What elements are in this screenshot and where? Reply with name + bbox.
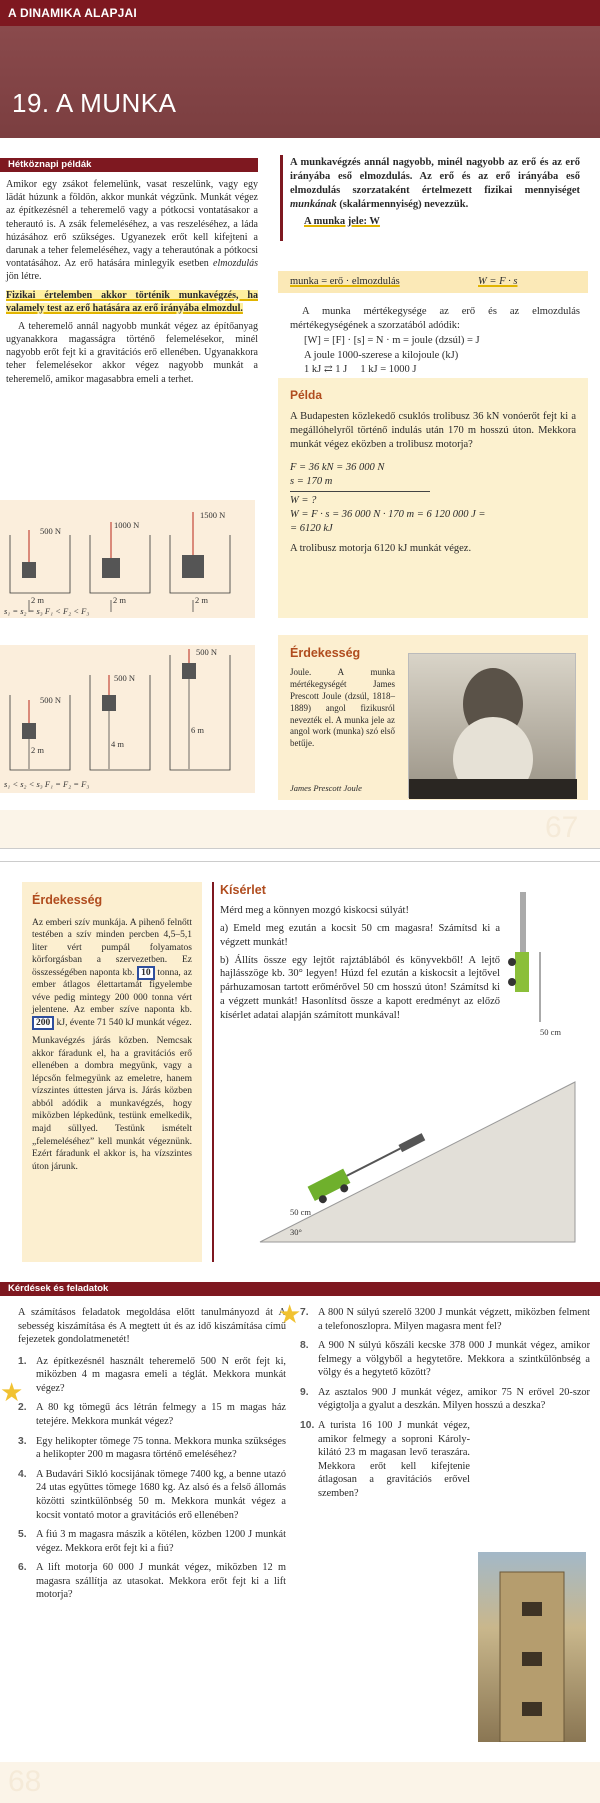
force-label-2: 1000 N — [114, 520, 140, 530]
definition-paragraph: A munkavégzés annál nagyobb, minél nagyobb az erő és az erő irányába eső elmozdulás. Az erő és az erő irányába eső elmozdulás szorzataként értelmezett fizikai mennyiséget munkának (skalármennyiség) nevezzük. — [290, 157, 580, 210]
equation-words: munka = erő · elmozdulás — [290, 276, 400, 287]
page-gap — [0, 848, 600, 862]
experiment-section — [220, 882, 590, 1262]
diagram-height-comparison — [0, 645, 255, 793]
task-3: 3. Egy helikopter tömege 75 tonna. Mekkora munka szükséges a helikopter 200 m magasra történő emeléséhez? — [18, 1435, 286, 1461]
trivia-text: Joule. A munka mértékegységét James Prescott Joule (dzsúl, 1818–1889) angol fizikusról nevezték el. A munka jele az angol work (munka) szó első betűje. — [290, 667, 395, 749]
diagram-2-svg — [0, 645, 255, 793]
height-label-2: 2 m — [113, 595, 126, 605]
force-label-1: 500 N — [40, 526, 62, 536]
tower-svg — [478, 1552, 586, 1742]
unit-text: A munka mértékegysége az erő és az elmozdulás mértékegységének a szorzatából adódik: — [290, 306, 580, 331]
everyday-paragraph-2: A teheremelő annál nagyobb munkát végez az építőanyag ugyanakkora magasságra történő felemelésekor, minél nagyobb erőt fejt ki a gravitációs erő ellenében. Ugyanakkora teher felemelésekor akkor végez nagyobb munkát a teheremelő, amikor magasabbra emeli a terhet. — [6, 320, 258, 385]
equation-strip — [278, 271, 588, 293]
symbol-line: A munka jele: W — [304, 216, 380, 228]
example-step-1: F = 36 kN = 36 000 N — [290, 462, 385, 474]
trivia-title: Érdekesség — [290, 646, 361, 660]
height-label-4: 2 m — [31, 745, 44, 755]
task-list-right — [300, 1306, 590, 1501]
experiment-b: b) Állíts össze egy lejtőt rajztáblából és könyvekből! A lejtő hajlásszöge kb. 30° legyen! Húzd fel ezután a kiskocsit a lejtővel párhuzamosan tartott erőmérővel 50 cm hosszú úton! Számítsd ki a végzett munkát! Hasonlítsd össze a kapott eredményt az előző kísérlet adatai alapján számított munkával! — [220, 954, 500, 1022]
definition-highlight: Fizikai értelemben akkor történik munkavégzés, ha valamely test az erő hatására az erő irányába elmozdul. — [6, 289, 258, 314]
equation-formula: W = F · s — [478, 276, 518, 287]
joule-portrait — [408, 653, 576, 798]
tasks-left-column — [18, 1306, 286, 1608]
everyday-paragraph-1: Amikor egy zsákot felemelünk, vasat reszelünk, vagy egy lädát húzunk a földön, akkor munkát végzünk. Munkát végez az építkezésnél a teheremelő vagy a pótkocsi vontatásakor a teherautó is. A zsák felemeléséhez, a vas reszeléséhez, a láda húzásához erő szükséges. Ugyanezek erőt kell kifejteni a darunak a teher felemeléséhez, vagy a teherautónak a pótkocsi vontatásához. Az erő hatására minlegyik esetben elmozdulás jön létre. — [6, 179, 258, 283]
experiment-intro: Mérd meg a könnyen mozgó kiskocsi súlyát! — [220, 905, 409, 916]
task-2: 2. A 80 kg tömegű ács létrán felmegy a 15 m magas ház tetejére. Mekkora munkát végez? — [18, 1402, 286, 1428]
heart-paragraph: Az emberi szív munkája. A pihenő felnőtt testében a szív minden percben 4,5–5,1 liter vért pumpál folyamatos körforgásban a szervezetben. Ez összességében naponta kb. 10 tonna, az ember átlagos élettartamát figyelembe véve pedig mintegy 200 000 tonna vért jelentene. Az ember szíve naponta kb. 200 kJ, évente 71 540 kJ munkát végez. — [32, 917, 192, 1028]
height-label-1: 2 m — [31, 595, 44, 605]
example-answer: A trolibusz motorja 6120 kJ munkát végez. — [290, 542, 472, 554]
example-divider — [290, 491, 430, 492]
example-text: A Budapesten közlekedő csuklós trolibusz 36 kN vonóerőt fejt ki a megállóhelyről történő indulás után 170 m hosszú úton. Mekkora munkát végez eközben a trolibusz motorja? — [290, 410, 576, 450]
trivia-box-heart — [22, 882, 202, 1262]
force-label-3: 1500 N — [200, 510, 226, 520]
tasks-intro: A számításos feladatok megoldása előtt tanulmányozd át A sebesség kiszámítása és A megtett út és az idő kiszámítása című fejezetek gondolatmenetét! — [18, 1307, 286, 1346]
label-angle: 30° — [290, 1227, 302, 1237]
example-box — [278, 378, 588, 618]
task-8: 8. A 900 N súlyú kőszáli kecske 378 000 J munkát végez, amikor felmegy a völgyből a hegytetőre. Mekkora a szintkülönbség a völgy és a hegytető között? — [300, 1340, 590, 1379]
task-5: 5. A fiú 3 m magasra mászik a kötélen, közben 1200 J munkát végez. Mekkora erőt fejt ki a fiú? — [18, 1529, 286, 1554]
diagram-1-caption: s₁ = s₂ = s₃ F₁ < F₂ < F₃ — [4, 606, 90, 616]
example-step-2: s = 170 m — [290, 476, 333, 488]
example-steps — [290, 461, 576, 535]
height-label-6: 6 m — [191, 725, 204, 735]
definition-rule — [280, 155, 283, 241]
page-footer — [0, 810, 600, 848]
force-label-6: 500 N — [196, 647, 218, 657]
task-4: 4. A Budavári Sikló kocsijának tömege 7400 kg, a benne utazó 24 utas együttes tömege 1680 kg. Az alsó és a felső állomás közötti szintkülönbség 50 m. Mekkora munkát végez a kocsit vontató motor a gravitációs erő ellenében? — [18, 1468, 286, 1521]
task-list-left — [18, 1355, 286, 1602]
example-title: Példa — [290, 388, 323, 402]
page-footer-2 — [0, 1762, 600, 1803]
example-step-3: W = ? — [290, 495, 317, 507]
left-column — [6, 178, 258, 390]
star-icon-2: ★ — [278, 1300, 302, 1329]
chapter-banner — [0, 26, 600, 138]
walking-paragraph: Munkavégzés járás közben. Nemcsak akkor fáradunk el, ha a gravitációs erő ellenében a dombra megyünk, vagy a lépcsőn felmegyünk az emeletre, hanem vízszintes úttesten járva is. Járás közben abból adódik a munkavégzés, hogy miközben lépkedünk, testünk emelkedik, majd süllyed. Testünk ismételt „felemeléséhez” kell munkát végeznünk. Ezért fáradunk el akkor is, ha vízszintes úton járunk. — [32, 1036, 192, 1172]
page-67 — [0, 0, 600, 848]
star-icon: ★ — [0, 1378, 24, 1407]
portrait-svg — [409, 654, 577, 799]
chapter-title: 19. A MUNKA — [12, 88, 177, 118]
task-9: 9. Az asztalos 900 J munkát végez, amikor 75 N erővel 20-szor végigtolja a gyalut a deszkán. Milyen hosszú a deszka? — [300, 1386, 590, 1412]
task-1: 1. Az építkezésnél használt teheremelő 500 N erőt fejt ki, miközben 4 m magasra emeli a téglát. Mekkora munkát végez? — [18, 1355, 286, 1394]
trivia-title-2: Érdekesség — [32, 893, 103, 907]
force-label-5: 500 N — [114, 673, 136, 683]
label-50cm-slope: 50 cm — [290, 1207, 312, 1217]
section-header: A DINAMIKA ALAPJAI — [0, 0, 600, 26]
task-7: 7. A 800 N súlyú szerelő 3200 J munkát végzett, miközben felment a telefonoszlopra. Milyen magasra ment fel? — [300, 1307, 590, 1332]
experiment-rule — [212, 882, 214, 1262]
label-50cm-height: 50 cm — [540, 1027, 562, 1037]
page-68 — [0, 862, 600, 1803]
task-6: 6. A lift motorja 60 000 J munkát végez, miközben 12 m magasra szállítja az utasokat. Mekkora erőt fejt ki a lift motorja? — [18, 1562, 286, 1601]
kilojoule-text: A joule 1000-szerese a kilojoule (kJ) — [304, 349, 459, 361]
task-10: 10. A turista 16 100 J munkát végez, amikor felmegy a soproni Károly-kilátó 23 m magasan levő teraszára. Mekkora erőt kell kifejtenie átlagosan a gravitációs erővel szemben? — [300, 1420, 470, 1499]
unit-section — [290, 305, 580, 381]
section-bar-examples: Hétköznapi példák — [0, 158, 258, 172]
portrait-caption: James Prescott Joule — [290, 783, 362, 793]
work-definition — [290, 156, 580, 233]
force-label-4: 500 N — [40, 695, 62, 705]
height-label-5: 4 m — [111, 739, 124, 749]
trivia-box-joule — [278, 635, 588, 800]
page-number: 67 — [545, 811, 579, 844]
page-number-2: 68 — [8, 1765, 42, 1798]
unit-equation: [W] = [F] · [s] = N · m = joule (dzsúl) = J — [304, 334, 480, 346]
diagram-2-caption: s₁ < s₂ < s₃ F₁ = F₂ = F₃ — [4, 779, 90, 789]
height-label-3: 2 m — [195, 595, 208, 605]
example-step-4: W = F · s = 36 000 N · 170 m = 6 120 000 J = — [290, 508, 486, 520]
section-bar-tasks: Kérdések és feladatok — [0, 1282, 600, 1296]
experiment-a: a) Emeld meg ezután a kocsit 50 cm magasra! Számítsd ki a végzett munkát! — [220, 922, 500, 948]
lookout-tower-photo — [478, 1552, 586, 1742]
kilojoule-equations: 1 kJ ⇄ 1 J 1 kJ = 1000 J — [304, 364, 417, 376]
experiment-figure — [220, 882, 590, 1262]
example-step-5: = 6120 kJ — [290, 522, 333, 534]
diagram-force-comparison — [0, 500, 255, 618]
experiment-title: Kísérlet — [220, 883, 266, 897]
tasks-right-column — [300, 1306, 590, 1507]
